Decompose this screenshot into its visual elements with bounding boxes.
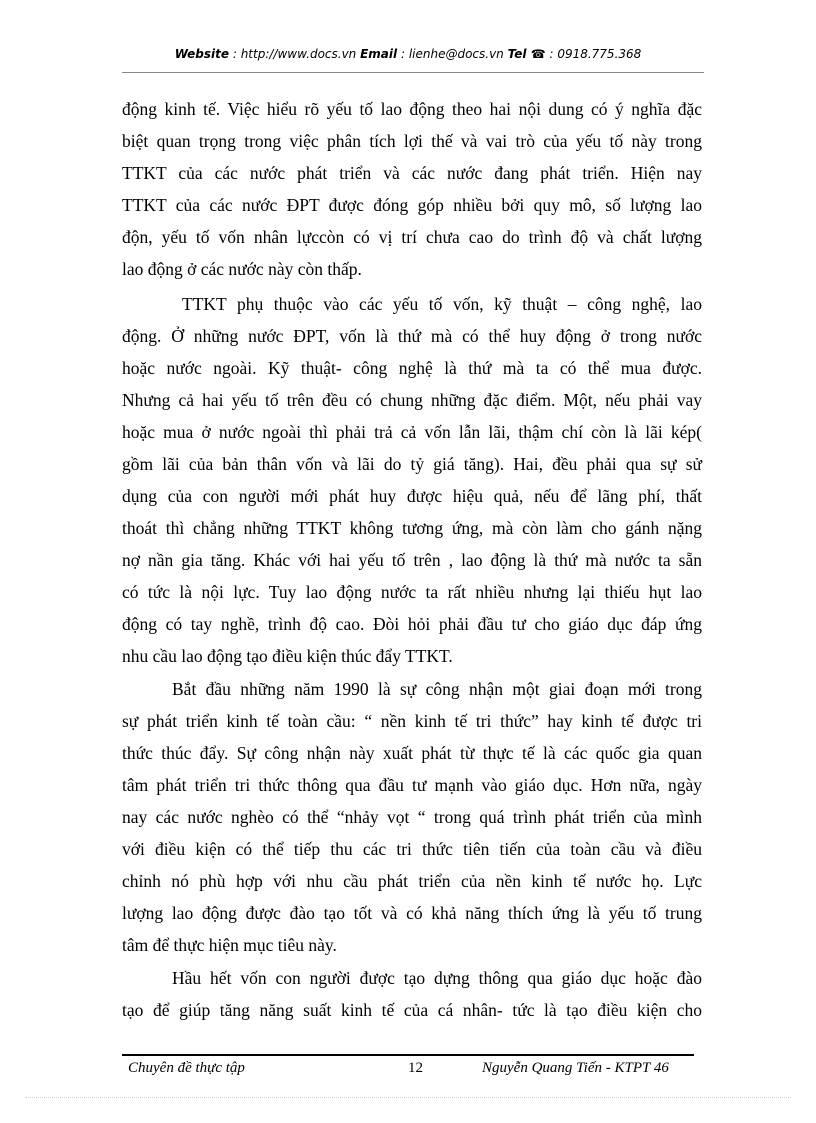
text-line: lượng lao động được đào tạo tốt và có khả năng thích ứng là yếu tố trung (122, 903, 702, 923)
text-line: với điều kiện có thể tiếp thu các tri thức tiên tiến của toàn cầu và điều (122, 839, 702, 859)
footer-title: Chuyên đề thực tập (128, 1060, 245, 1076)
text-line: động. Ở những nước ĐPT, vốn là thứ mà có thể huy động ở trong nước (122, 326, 702, 346)
text-line: Bắt đầu những năm 1990 là sự công nhận một giai đoạn mới trong (172, 679, 702, 699)
website-url: : http://www.docs.vn (229, 47, 361, 61)
text-line: động có tay nghề, trình độ cao. Đòi hỏi phải đầu tư cho giáo dục đáp ứng (122, 614, 702, 634)
text-line: biệt quan trọng trong việc phân tích lợi thế và vai trò của yếu tố này trong (122, 131, 702, 151)
text-line: Hầu hết vốn con người được tạo dựng thông qua giáo dục hoặc đào (172, 968, 702, 988)
text-line: chỉnh nó phù hợp với nhu cầu phát triển của nền kinh tế nước họ. Lực (122, 871, 702, 891)
page-bottom-dots (25, 1097, 791, 1098)
text-line: sự phát triển kinh tế toàn cầu: “ nền kinh tế tri thức” hay kinh tế được tri (122, 711, 702, 731)
text-line: TTKT của các nước ĐPT được đóng góp nhiều bởi quy mô, số lượng lao (122, 195, 702, 215)
text-line: dụng của con người mới phát huy được hiệu quả, nếu để lãng phí, thất (122, 486, 702, 506)
text-line: độn, yếu tố vốn nhân lựccòn có vị trí chưa cao do trình độ và chất lượng (122, 227, 702, 247)
header-divider (122, 72, 704, 73)
text-line: động kinh tế. Việc hiểu rõ yếu tố lao động theo hai nội dung có ý nghĩa đặc (122, 99, 702, 119)
footer-author: Nguyễn Quang Tiến - KTPT 46 (482, 1060, 669, 1076)
text-line: tâm để thực hiện mục tiêu này. (122, 935, 337, 955)
text-line: nợ nần gia tăng. Khác với hai yếu tố trên , lao động là thứ mà nước ta sẵn (122, 550, 702, 570)
email-address: : lienhe@docs.vn (397, 47, 508, 61)
text-line: gồm lãi của bản thân vốn và lãi do tỷ giá tăng). Hai, đều phải qua sự sử (122, 454, 702, 474)
text-line: thoát thì chẳng những TTKT không tương ứng, mà còn làm cho gánh nặng (122, 518, 702, 538)
text-line: tâm phát triển tri thức thông qua đầu tư mạnh vào giáo dục. Hơn nữa, ngày (122, 775, 702, 795)
text-line: TTKT phụ thuộc vào các yếu tố vốn, kỹ thuật – công nghệ, lao (182, 294, 702, 314)
phone-icon: ☎ (530, 47, 546, 61)
footer-divider (122, 1054, 694, 1056)
tel-number: : 0918.775.368 (545, 47, 642, 61)
text-line: tạo để giúp tăng năng suất kinh tế của cá nhân- tức là tạo điều kiện cho (122, 1000, 702, 1020)
text-line: TTKT của các nước phát triển và các nước đang phát triển. Hiện nay (122, 163, 702, 183)
tel-label: Tel (507, 47, 531, 61)
text-line: hoặc mua ở nước ngoài thì phải trả cả vốn lẫn lãi, thậm chí còn là lãi kép( (122, 422, 702, 442)
website-label: Website (174, 47, 230, 61)
text-line: lao động ở các nước này còn thấp. (122, 259, 362, 279)
page-number: 12 (408, 1060, 423, 1076)
text-line: hoặc nước ngoài. Kỹ thuật- công nghệ là thứ mà ta có thể mua được. (122, 358, 702, 378)
email-label: Email (360, 47, 398, 61)
text-line: thức thúc đẩy. Sự công nhận này xuất phát từ thực tế là các quốc gia quan (122, 743, 702, 763)
text-line: có tức là nội lực. Tuy lao động nước ta rất nhiều nhưng lại thiếu hụt lao (122, 582, 702, 602)
page-header (0, 47, 816, 61)
text-line: nay các nước nghèo có thể “nhảy vọt “ trong quá trình phát triển của mình (122, 807, 702, 827)
text-line: nhu cầu lao động tạo điều kiện thúc đẩy TTKT. (122, 646, 453, 666)
text-line: Nhưng cả hai yếu tố trên đều có chung những đặc điểm. Một, nếu phải vay (122, 390, 702, 410)
